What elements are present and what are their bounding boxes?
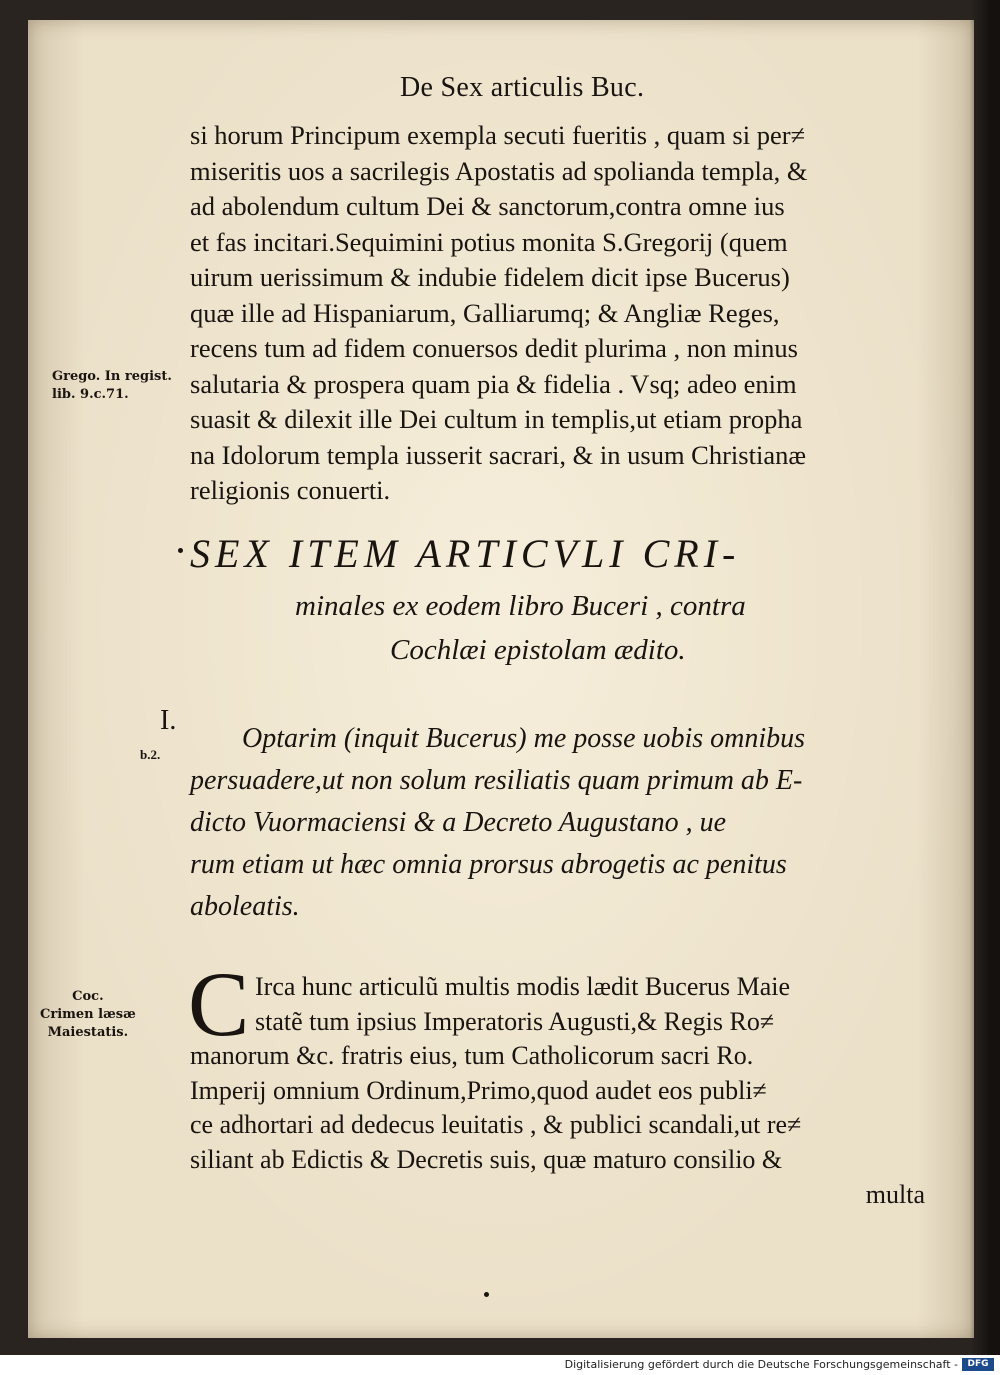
text-line: siliant ab Edictis & Decretis suis, quæ maturo consilio &: [190, 1144, 783, 1174]
text-line: rum etiam ut hæc omnia prorsus abrogetis ac penitus: [190, 849, 787, 880]
paragraph-1: [190, 118, 930, 509]
margin-note-line: Coc.: [72, 989, 104, 1004]
margin-note-line: lib. 9.c.71.: [52, 387, 129, 402]
text-line: et fas incitari.Sequimini potius monita S.Gregorij (quem: [190, 226, 788, 257]
text-line: miseritis uos a sacrilegis Apostatis ad spolianda templa, &: [190, 155, 808, 186]
text-line: quæ ille ad Hispaniarum, Galliarumq; & Angliæ Reges,: [190, 297, 780, 328]
margin-note-line: Maiestatis.: [47, 1025, 129, 1040]
text-line: ad abolendum cultum Dei & sanctorum,contra omne ius: [190, 191, 785, 221]
section-heading: SEX ITEM ARTICVLI CRI-: [190, 531, 741, 576]
text-line: aboleatis.: [190, 891, 300, 922]
text-line: salutaria & prospera quam pia & fidelia . Vsq; adeo enim: [190, 368, 797, 399]
drop-capital: C: [188, 953, 250, 1055]
page-shadow-edge: [970, 0, 1000, 1355]
text-line: ce adhortari ad dedecus leuitatis , & publici scandali,ut re≠: [190, 1110, 802, 1139]
ink-dot: [484, 1292, 489, 1297]
text-line: si horum Principum exempla secuti fueritis , quam si per≠: [190, 120, 806, 150]
footer-bar: [0, 1355, 1000, 1375]
text-line: Irca hunc articulũ multis modis lædit Bucerus Maie: [255, 972, 791, 1001]
text-line: na Idolorum templa iusserit sacrari, & in usum Christianæ: [190, 439, 807, 470]
margin-note-line: Grego. In regist.: [52, 369, 172, 384]
margin-note-gregory: [52, 368, 172, 404]
dfg-logo-icon[interactable]: DFG: [962, 1358, 994, 1371]
text-line: dicto Vuormaciensi & a Decreto Augustano , ue: [190, 807, 727, 838]
text-line: persuadere,ut non solum resiliatis quam primum ab E-: [190, 765, 803, 796]
ink-dot: [178, 548, 183, 553]
margin-note-line: Crimen læsæ: [40, 1007, 136, 1022]
text-line: Optarim (inquit Bucerus) me posse uobis omnibus: [242, 723, 806, 754]
article-number: I.: [160, 705, 177, 736]
margin-note-crimen: [40, 988, 136, 1042]
article-quotation: [190, 718, 930, 928]
section-subheading: Cochlæi epistolam ædito.: [390, 634, 686, 666]
paragraph-2: [190, 970, 930, 1177]
text-line: uirum uerissimum & indubie fidelem dicit ipse Bucerus): [190, 262, 790, 292]
footer-credit: Digitalisierung gefördert durch die Deutsche Forschungsgemeinschaft -: [564, 1358, 958, 1371]
text-line: manorum &c. fratris eius, tum Catholicorum sacri Ro.: [190, 1041, 754, 1070]
text-line: Imperij omnium Ordinum,Primo,quod audet eos publi≠: [190, 1075, 767, 1105]
text-line: suasit & dilexit ille Dei cultum in templis,ut etiam propha: [190, 404, 803, 434]
running-head: De Sex articulis Buc.: [400, 72, 645, 103]
text-line: statẽ tum ipsius Imperatoris Augusti,& Regis Ro≠: [255, 1006, 775, 1036]
article-reference: b.2.: [140, 747, 161, 762]
catchword: multa: [865, 1180, 925, 1209]
text-line: recens tum ad fidem conuersos dedit plurima , non minus: [190, 333, 798, 363]
text-line: religionis conuerti.: [190, 475, 391, 505]
section-subheading: minales ex eodem libro Buceri , contra: [295, 590, 746, 622]
